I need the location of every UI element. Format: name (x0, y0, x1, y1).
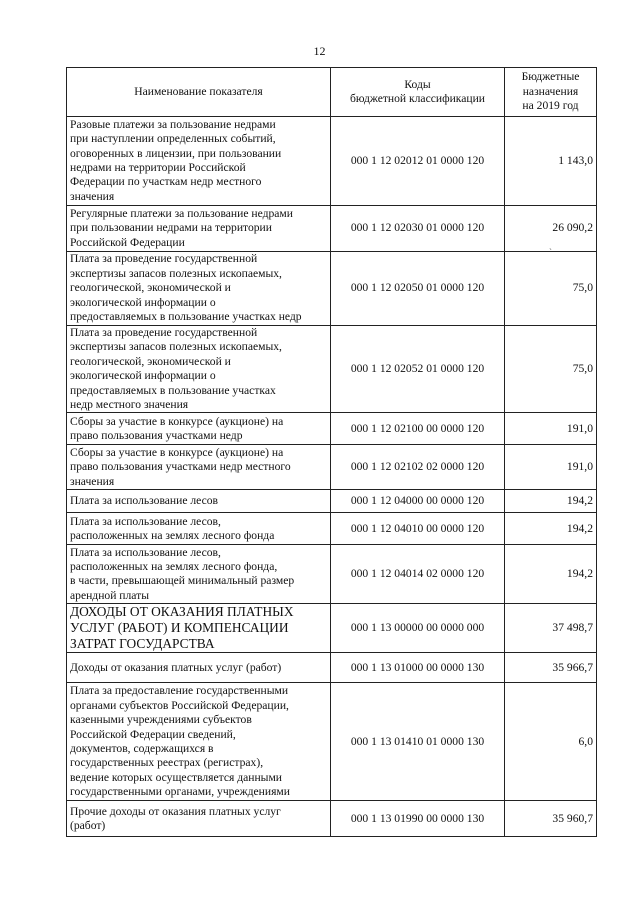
row-budget-amount: 75,0 (505, 252, 597, 326)
table-row (67, 545, 597, 604)
row-indicator-name: Плата за использование лесов, расположенных на землях лесного фонда (67, 513, 331, 545)
header-budget-2019 (505, 68, 597, 117)
row-budget-amount: 1 143,0 (505, 117, 597, 206)
row-budget-amount: 194,2 (505, 545, 597, 604)
row-classification-code: 000 1 12 02012 01 0000 120 (331, 117, 505, 206)
row-indicator-name: Разовые платежи за пользование недрами при наступлении определенных событий, оговоренных в лицензии, при пользовании недрами на территории Российской Федерации по участкам недр местного значения (67, 117, 331, 206)
row-indicator-name: Плата за проведение государственной экспертизы запасов полезных ископаемых, геологической, экономической и экологической информации о предоставляемых в пользование участках недр (67, 252, 331, 326)
row-indicator-name: ДОХОДЫ ОТ ОКАЗАНИЯ ПЛАТНЫХ УСЛУГ (РАБОТ) И КОМПЕНСАЦИИ ЗАТРАТ ГОСУДАРСТВА (67, 604, 331, 653)
table-row (67, 653, 597, 683)
header-budget-2019-text: Бюджетные назначения на 2019 год (521, 70, 580, 113)
row-classification-code: 000 1 13 00000 00 0000 000 (331, 604, 505, 653)
row-indicator-name: Доходы от оказания платных услуг (работ) (67, 653, 331, 683)
budget-table (66, 67, 597, 837)
row-classification-code: 000 1 13 01410 01 0000 130 (331, 683, 505, 801)
header-indicator-name-text: Наименование показателя (134, 84, 263, 98)
table-row (67, 206, 597, 252)
page-number: 12 (313, 44, 326, 58)
row-classification-code: 000 1 12 02050 01 0000 120 (331, 252, 505, 326)
row-budget-amount: 35 960,7 (505, 801, 597, 837)
table-row (67, 117, 597, 206)
row-classification-code: 000 1 12 02030 01 0000 120 (331, 206, 505, 252)
table-row (67, 252, 597, 326)
header-classification-codes (331, 68, 505, 117)
table-row (67, 445, 597, 490)
table-body (67, 117, 597, 837)
header-indicator-name (67, 68, 331, 117)
row-indicator-name: Регулярные платежи за пользование недрами при пользовании недрами на территории Российской Федерации (67, 206, 331, 252)
row-budget-amount: 191,0 (505, 413, 597, 445)
row-indicator-name: Плата за использование лесов, расположенных на землях лесного фонда, в части, превышающей минимальный размер арендной платы (67, 545, 331, 604)
table-row (67, 490, 597, 513)
row-budget-amount: 26 090,2 (505, 206, 597, 252)
row-classification-code: 000 1 12 04000 00 0000 120 (331, 490, 505, 513)
row-classification-code: 000 1 12 02100 00 0000 120 (331, 413, 505, 445)
header-classification-codes-text: Коды бюджетной классификации (349, 77, 486, 105)
row-budget-amount: 75,0 (505, 326, 597, 413)
row-budget-amount: 37 498,7 (505, 604, 597, 653)
table-header-row (67, 68, 597, 117)
row-classification-code: 000 1 12 02052 01 0000 120 (331, 326, 505, 413)
row-indicator-name: Прочие доходы от оказания платных услуг (работ) (67, 801, 331, 837)
table-row (67, 513, 597, 545)
row-indicator-name: Сборы за участие в конкурсе (аукционе) на право пользования участками недр (67, 413, 331, 445)
row-indicator-name: Плата за проведение государственной экспертизы запасов полезных ископаемых, геологической, экономической и экологической информации о предоставляемых в пользование участках недр местного значения (67, 326, 331, 413)
stray-mark: ` (549, 247, 552, 257)
row-indicator-name: Плата за предоставление государственными органами субъектов Российской Федерации, казенными учреждениями субъектов Российской Федерации сведений, документов, содержащихся в государственных реестрах (регистрах), ведение которых осуществляется данными государственными органами, учреждениями (67, 683, 331, 801)
row-classification-code: 000 1 13 01000 00 0000 130 (331, 653, 505, 683)
row-budget-amount: 194,2 (505, 513, 597, 545)
table-row (67, 683, 597, 801)
row-budget-amount: 194,2 (505, 490, 597, 513)
row-budget-amount: 6,0 (505, 683, 597, 801)
table-row (67, 801, 597, 837)
table-row (67, 326, 597, 413)
row-classification-code: 000 1 12 02102 02 0000 120 (331, 445, 505, 490)
row-budget-amount: 191,0 (505, 445, 597, 490)
row-indicator-name: Плата за использование лесов (67, 490, 331, 513)
row-indicator-name: Сборы за участие в конкурсе (аукционе) на право пользования участками недр местного значения (67, 445, 331, 490)
row-classification-code: 000 1 12 04014 02 0000 120 (331, 545, 505, 604)
row-classification-code: 000 1 13 01990 00 0000 130 (331, 801, 505, 837)
row-budget-amount: 35 966,7 (505, 653, 597, 683)
table-row (67, 604, 597, 653)
row-classification-code: 000 1 12 04010 00 0000 120 (331, 513, 505, 545)
table-row (67, 413, 597, 445)
